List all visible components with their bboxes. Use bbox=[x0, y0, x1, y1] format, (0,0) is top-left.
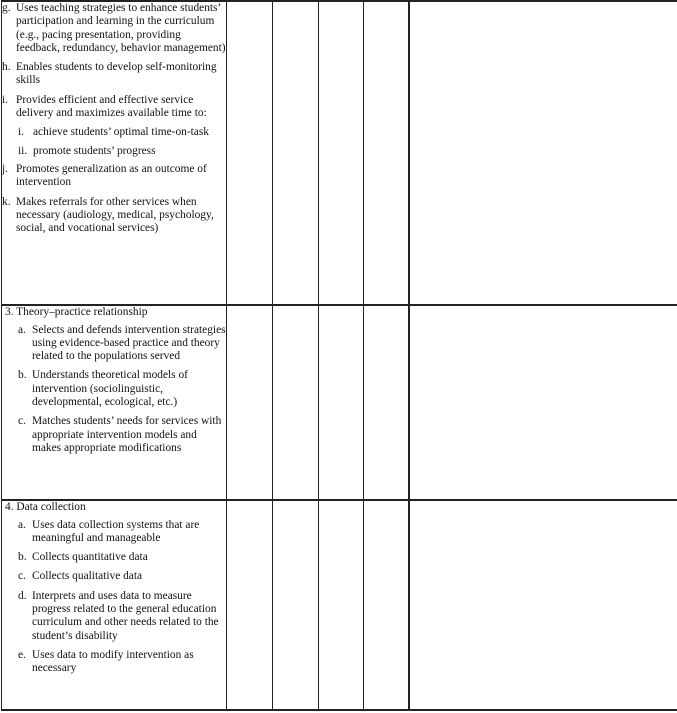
rating-cell[interactable] bbox=[364, 1, 409, 305]
comments-cell[interactable] bbox=[409, 305, 677, 500]
section-row bbox=[2, 500, 677, 710]
item-text: Provides efficient and effective service delivery and maximizes available time to: bbox=[16, 93, 207, 120]
comments-cell[interactable] bbox=[409, 1, 677, 305]
item-label: j. bbox=[2, 162, 9, 175]
subitem-text: promote students’ progress bbox=[33, 144, 156, 157]
item-label: c. bbox=[18, 570, 26, 583]
competency-item bbox=[2, 2, 226, 55]
competency-item bbox=[18, 551, 226, 564]
item-label: k. bbox=[2, 195, 11, 208]
rating-cell[interactable] bbox=[227, 500, 273, 710]
item-label: b. bbox=[18, 369, 27, 382]
rating-cell[interactable] bbox=[319, 1, 364, 305]
item-label: h. bbox=[2, 61, 11, 74]
item-label: i. bbox=[2, 93, 9, 106]
rating-cell[interactable] bbox=[364, 500, 409, 710]
subitem-label: ii. bbox=[18, 144, 28, 157]
competency-subitem bbox=[18, 145, 226, 158]
item-text: Matches students’ needs for services with appropriate intervention models and makes appropriate modifications bbox=[32, 415, 222, 454]
item-text: Selects and defends intervention strategies using evidence-based practice and theory related to the populations served bbox=[32, 323, 226, 363]
rating-cell[interactable] bbox=[227, 305, 273, 500]
item-label: g. bbox=[2, 2, 11, 14]
competency-cell bbox=[2, 500, 227, 710]
competency-item bbox=[18, 415, 226, 455]
item-text: Makes referrals for other services when necessary (audiology, medical, psychology, social, and vocational services) bbox=[16, 195, 214, 235]
item-label: a. bbox=[18, 518, 26, 531]
item-label: d. bbox=[18, 589, 27, 602]
item-label: a. bbox=[18, 323, 26, 336]
competency-item bbox=[18, 369, 226, 409]
item-text: Uses data to modify intervention as necessary bbox=[32, 648, 194, 675]
competency-item bbox=[2, 94, 226, 121]
rating-cell[interactable] bbox=[319, 500, 364, 710]
subitem-text: achieve students’ optimal time-on-task bbox=[33, 126, 209, 139]
competency-item bbox=[2, 196, 226, 236]
comments-cell[interactable] bbox=[409, 500, 677, 710]
competency-cell bbox=[2, 305, 227, 500]
item-text: Interprets and uses data to measure progress related to the general education curriculum and other needs related to the student’s disability bbox=[32, 589, 219, 642]
competency-cell bbox=[2, 1, 227, 305]
item-label: b. bbox=[18, 551, 27, 564]
competency-list bbox=[18, 324, 226, 456]
competency-item bbox=[18, 590, 226, 643]
competency-item bbox=[2, 61, 226, 88]
rating-cell[interactable] bbox=[273, 305, 319, 500]
item-text: Uses teaching strategies to enhance students’ participation and learning in the curriculum (e.g., pacing presentation, providing feedback, redundancy, behavior management) bbox=[16, 2, 226, 54]
section-row bbox=[2, 305, 677, 500]
competency-list bbox=[18, 519, 226, 676]
item-text: Uses data collection systems that are meaningful and manageable bbox=[32, 518, 200, 544]
rating-form-table bbox=[1, 0, 677, 711]
section-heading: 4. Data collection bbox=[5, 501, 86, 513]
rating-cell[interactable] bbox=[319, 305, 364, 500]
competency-subitem bbox=[18, 126, 226, 139]
item-text: Collects qualitative data bbox=[32, 570, 143, 583]
item-text: Collects quantitative data bbox=[32, 551, 148, 564]
rating-cell[interactable] bbox=[227, 1, 273, 305]
rating-cell[interactable] bbox=[273, 1, 319, 305]
item-label: c. bbox=[18, 415, 26, 428]
competency-item bbox=[18, 649, 226, 676]
section-heading: 3. Theory–practice relationship bbox=[5, 306, 148, 318]
item-text: Promotes generalization as an outcome of intervention bbox=[16, 162, 207, 189]
competency-item bbox=[18, 519, 226, 546]
section-row bbox=[2, 1, 677, 305]
rating-cell[interactable] bbox=[364, 305, 409, 500]
competency-list bbox=[2, 2, 226, 235]
competency-item bbox=[18, 570, 226, 583]
competency-item bbox=[2, 163, 226, 190]
rating-cell[interactable] bbox=[273, 500, 319, 710]
item-text: Enables students to develop self-monitoring skills bbox=[16, 61, 217, 87]
item-text: Understands theoretical models of intervention (sociolinguistic, developmental, ecological, etc.) bbox=[32, 369, 188, 409]
subitem-label: i. bbox=[18, 126, 25, 139]
competency-item bbox=[18, 324, 226, 364]
item-label: e. bbox=[18, 648, 26, 661]
